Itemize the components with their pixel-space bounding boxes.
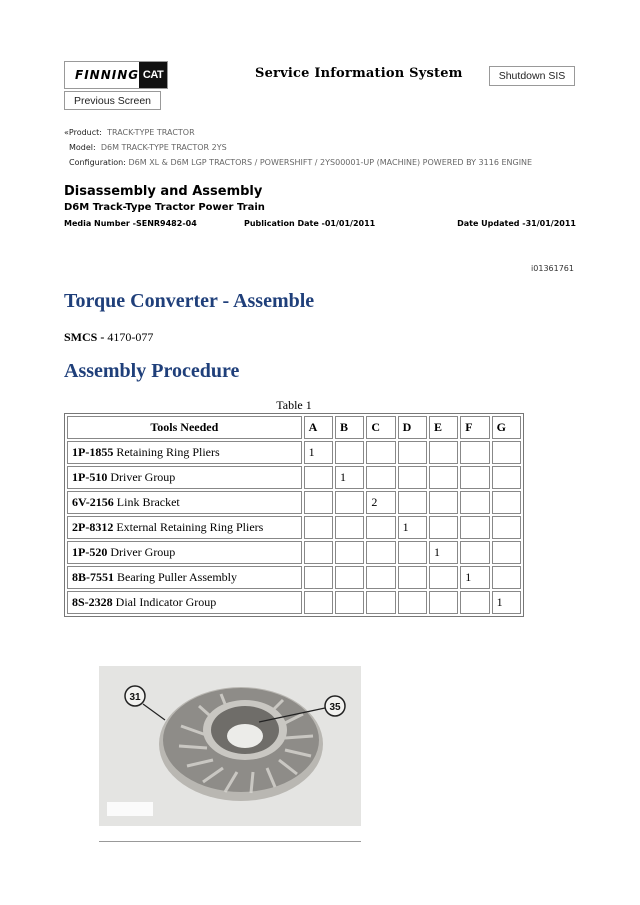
- header-col-g: G: [492, 416, 521, 439]
- tool-description: Retaining Ring Pliers: [116, 445, 220, 459]
- tool-name-cell: [67, 541, 302, 564]
- tool-qty-cell: [304, 516, 333, 539]
- configuration-label: Configuration:: [69, 158, 126, 167]
- tool-qty-cell: [366, 591, 395, 614]
- tool-qty-cell: [335, 591, 364, 614]
- illustration-label-blank: [107, 802, 153, 816]
- product-line: [64, 128, 195, 137]
- table-row: [67, 441, 521, 464]
- tool-qty-cell: [335, 566, 364, 589]
- tool-qty-cell: [304, 491, 333, 514]
- table-row: [67, 491, 521, 514]
- shutdown-sis-button[interactable]: Shutdown SIS: [489, 66, 575, 86]
- tool-qty-cell: [304, 466, 333, 489]
- tool-qty-cell: [429, 566, 458, 589]
- header-col-d: D: [398, 416, 427, 439]
- tool-qty-cell: 1: [492, 591, 521, 614]
- tool-qty-cell: [429, 466, 458, 489]
- tool-name-cell: [67, 516, 302, 539]
- tool-qty-cell: [366, 466, 395, 489]
- table-row: [67, 566, 521, 589]
- tool-qty-cell: [492, 541, 521, 564]
- publication-date: Publication Date -01/01/2011: [244, 219, 376, 228]
- page-title: Torque Converter - Assemble: [64, 290, 315, 312]
- smcs-code: [64, 330, 153, 345]
- table-header-row: [67, 416, 521, 439]
- tool-qty-cell: [460, 591, 489, 614]
- tool-qty-cell: [429, 441, 458, 464]
- tools-needed-table: [64, 413, 524, 617]
- tool-description: Link Bracket: [116, 495, 180, 509]
- callout-31: 31: [129, 692, 141, 703]
- product-value: TRACK-TYPE TRACTOR: [107, 128, 195, 137]
- tool-name-cell: [67, 566, 302, 589]
- header-col-c: C: [366, 416, 395, 439]
- tool-qty-cell: [460, 466, 489, 489]
- tool-qty-cell: [398, 441, 427, 464]
- tool-qty-cell: [335, 441, 364, 464]
- tool-part-number[interactable]: 1P-520: [72, 545, 108, 559]
- tool-qty-cell: [304, 591, 333, 614]
- tool-qty-cell: [429, 591, 458, 614]
- tool-part-number[interactable]: 8S-2328: [72, 595, 113, 609]
- tool-qty-cell: [460, 541, 489, 564]
- model-line: [69, 143, 227, 152]
- tool-qty-cell: [460, 441, 489, 464]
- tool-part-number[interactable]: 2P-8312: [72, 520, 114, 534]
- tool-qty-cell: [398, 466, 427, 489]
- tool-qty-cell: [492, 441, 521, 464]
- tool-name-cell: [67, 491, 302, 514]
- section-heading: Disassembly and Assembly: [64, 184, 263, 199]
- tool-qty-cell: 1: [398, 516, 427, 539]
- tool-qty-cell: 1: [335, 466, 364, 489]
- torque-converter-illustration: [99, 666, 361, 826]
- tool-qty-cell: [366, 541, 395, 564]
- tool-description: Bearing Puller Assembly: [117, 570, 237, 584]
- tool-qty-cell: [398, 491, 427, 514]
- tool-qty-cell: 1: [460, 566, 489, 589]
- finning-logo-text: FINNING: [75, 68, 140, 82]
- tool-qty-cell: [304, 541, 333, 564]
- header-col-e: E: [429, 416, 458, 439]
- previous-screen-button[interactable]: Previous Screen: [64, 91, 161, 110]
- tool-part-number[interactable]: 6V-2156: [72, 495, 114, 509]
- illustration-divider: [99, 841, 361, 842]
- tool-part-number[interactable]: 1P-1855: [72, 445, 114, 459]
- header-col-f: F: [460, 416, 489, 439]
- collapse-icon[interactable]: «: [64, 128, 69, 137]
- model-label: Model:: [69, 143, 96, 152]
- media-number: Media Number -SENR9482-04: [64, 219, 197, 228]
- tool-qty-cell: 2: [366, 491, 395, 514]
- tool-qty-cell: [460, 516, 489, 539]
- tool-part-number[interactable]: 8B-7551: [72, 570, 114, 584]
- smcs-label: SMCS -: [64, 330, 105, 344]
- document-subtitle: D6M Track-Type Tractor Power Train: [64, 202, 265, 213]
- smcs-value: 4170-077: [107, 330, 154, 344]
- callout-35: 35: [329, 702, 341, 713]
- tool-qty-cell: [335, 541, 364, 564]
- tool-qty-cell: [492, 566, 521, 589]
- tool-name-cell: [67, 591, 302, 614]
- tool-qty-cell: [398, 566, 427, 589]
- configuration-line: [69, 158, 532, 167]
- finning-cat-logo: [64, 61, 168, 89]
- tool-qty-cell: [398, 591, 427, 614]
- table-row: [67, 516, 521, 539]
- cat-logo: CAT: [139, 62, 167, 88]
- tool-qty-cell: [398, 541, 427, 564]
- table-row: [67, 591, 521, 614]
- tool-qty-cell: [429, 491, 458, 514]
- procedure-heading: Assembly Procedure: [64, 360, 240, 382]
- illustration-id: i01361761: [531, 264, 574, 273]
- tool-name-cell: [67, 466, 302, 489]
- tool-qty-cell: 1: [304, 441, 333, 464]
- tool-name-cell: [67, 441, 302, 464]
- tool-qty-cell: [492, 516, 521, 539]
- tool-qty-cell: [335, 516, 364, 539]
- tool-qty-cell: [492, 466, 521, 489]
- app-title: Service Information System: [255, 66, 463, 81]
- product-label: Product:: [68, 128, 102, 137]
- tool-description: Dial Indicator Group: [115, 595, 217, 609]
- tool-qty-cell: [366, 441, 395, 464]
- tool-qty-cell: [366, 566, 395, 589]
- tool-qty-cell: [304, 566, 333, 589]
- tool-qty-cell: [460, 491, 489, 514]
- table-row: [67, 466, 521, 489]
- table-row: [67, 541, 521, 564]
- tool-qty-cell: [429, 516, 458, 539]
- header-col-b: B: [335, 416, 364, 439]
- tool-qty-cell: 1: [429, 541, 458, 564]
- date-updated: Date Updated -31/01/2011: [457, 219, 576, 228]
- tool-description: External Retaining Ring Pliers: [116, 520, 264, 534]
- header-tools-needed: Tools Needed: [67, 416, 302, 439]
- model-value: D6M TRACK-TYPE TRACTOR 2YS: [100, 143, 227, 152]
- tool-qty-cell: [366, 516, 395, 539]
- configuration-value: D6M XL & D6M LGP TRACTORS / POWERSHIFT / 2YS00001-UP (MACHINE) POWERED BY 3116 ENGINE: [128, 158, 533, 167]
- table-caption: Table 1: [276, 398, 312, 412]
- tool-qty-cell: [335, 491, 364, 514]
- tool-qty-cell: [492, 491, 521, 514]
- tool-part-number[interactable]: 1P-510: [72, 470, 108, 484]
- header-col-a: A: [304, 416, 333, 439]
- tool-description: Driver Group: [110, 545, 176, 559]
- tool-description: Driver Group: [110, 470, 176, 484]
